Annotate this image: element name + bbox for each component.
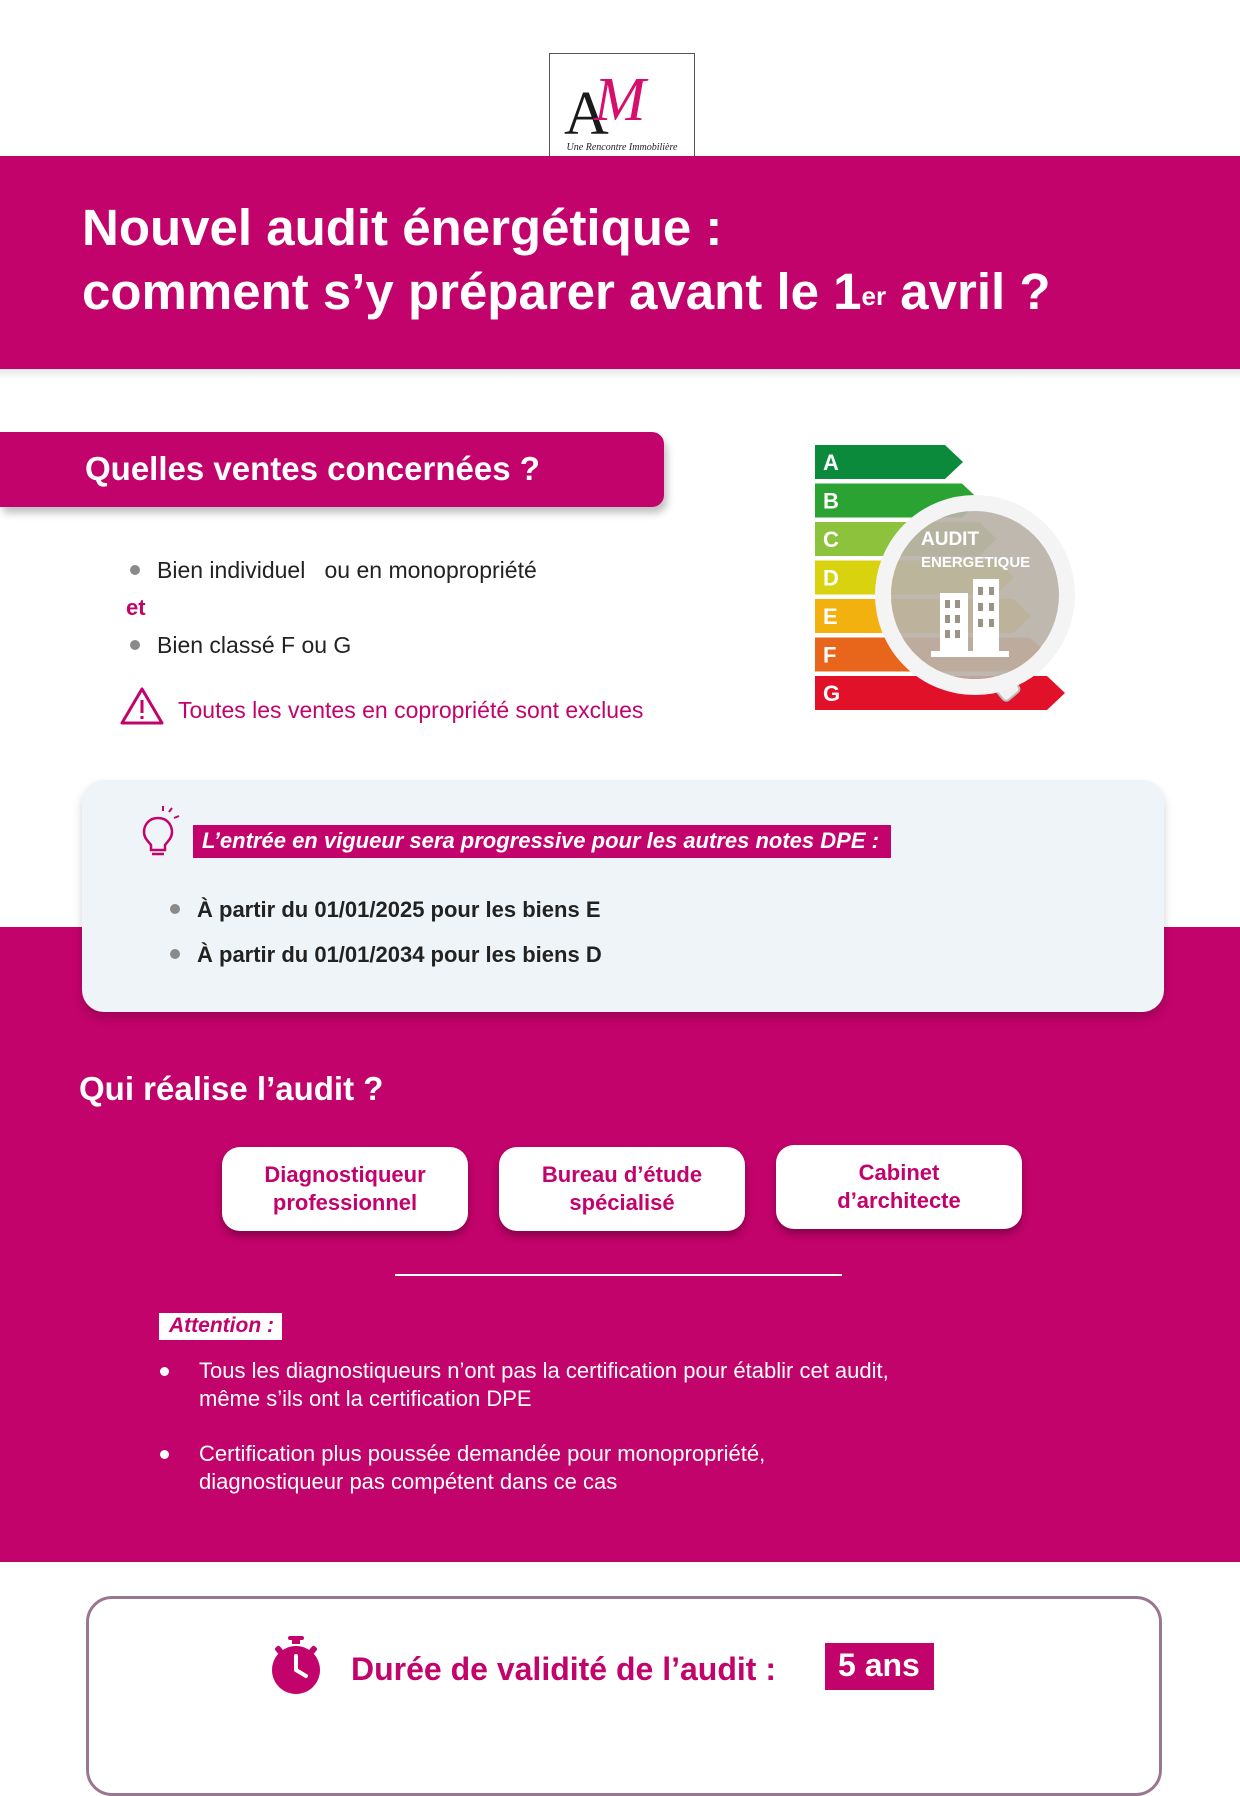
qui-heading: Qui réalise l’audit ? xyxy=(79,1070,384,1107)
actor-card-diagnostiqueur: Diagnostiqueur professionnel xyxy=(222,1147,468,1231)
dpe-label-g: G xyxy=(823,681,841,706)
title-superscript: er xyxy=(861,281,887,311)
validity-card xyxy=(86,1596,1162,1796)
bullet-dot xyxy=(130,640,140,650)
attention-item-1: Tous les diagnostiqueurs n’ont pas la certification pour établir cet audit, même s’ils ont la certification DPE xyxy=(160,1357,1099,1413)
dpe-label-d: D xyxy=(823,565,839,591)
logo-letter-a: A xyxy=(564,80,609,148)
validity-value: 5 ans xyxy=(825,1643,934,1690)
attention-label: Attention : xyxy=(159,1313,282,1340)
dpe-label-b: B xyxy=(823,488,839,514)
title-line-1: Nouvel audit énergétique : xyxy=(82,199,723,256)
dpe-audit-graphic xyxy=(815,445,1091,719)
ventes-heading: Quelles ventes concernées ? xyxy=(85,450,540,487)
progressive-item-2: À partir du 01/01/2034 pour les biens D xyxy=(170,942,602,968)
dpe-label-c: C xyxy=(823,527,839,552)
ventes-bullet-2: Bien classé F ou G xyxy=(130,632,351,659)
attention-item-2: Certification plus poussée demandée pour monopropriété, diagnostiqueur pas compétent dans ce cas xyxy=(160,1440,1099,1496)
logo-tagline: Une Rencontre Immobilière xyxy=(566,142,678,153)
lightbulb-icon xyxy=(138,806,180,858)
actor-card-cabinet: Cabinet d’architecte xyxy=(776,1145,1022,1229)
bullet-dot xyxy=(130,565,140,575)
dpe-label-e: E xyxy=(823,604,838,629)
dpe-label-f: F xyxy=(823,642,837,668)
badge-line-1: AUDIT xyxy=(921,529,980,550)
progressive-heading: L’entrée en vigueur sera progressive pour les autres notes DPE : xyxy=(193,825,891,858)
bullet-dot xyxy=(160,1450,169,1459)
section-divider xyxy=(395,1274,842,1276)
magnifier-icon xyxy=(883,503,1067,702)
validity-label: Durée de validité de l’audit : xyxy=(351,1651,776,1687)
warning-icon xyxy=(119,686,165,726)
page-title xyxy=(82,196,1051,324)
logo-letter-m: M xyxy=(594,66,646,134)
bullet-dot xyxy=(170,949,180,959)
bullet-dot xyxy=(170,904,180,914)
progressive-item-1: À partir du 01/01/2025 pour les biens E xyxy=(170,897,601,923)
badge-line-2: ENERGETIQUE xyxy=(921,554,1031,571)
ventes-connector: et xyxy=(126,595,146,620)
header-shadow xyxy=(0,369,1240,379)
progressive-info-card xyxy=(82,780,1164,1012)
bullet-dot xyxy=(160,1367,169,1376)
title-line-2: comment s’y préparer avant le 1er avril ? xyxy=(82,263,1051,320)
section-heading-ventes xyxy=(0,432,664,507)
ventes-bullet-1: Bien individuel ou en monopropriété xyxy=(130,557,537,584)
stopwatch-icon xyxy=(266,1636,326,1696)
actor-card-bureau: Bureau d’étude spécialisé xyxy=(499,1147,745,1231)
dpe-label-a: A xyxy=(823,450,839,475)
ventes-warning: Toutes les ventes en copropriété sont exclues xyxy=(178,697,644,723)
